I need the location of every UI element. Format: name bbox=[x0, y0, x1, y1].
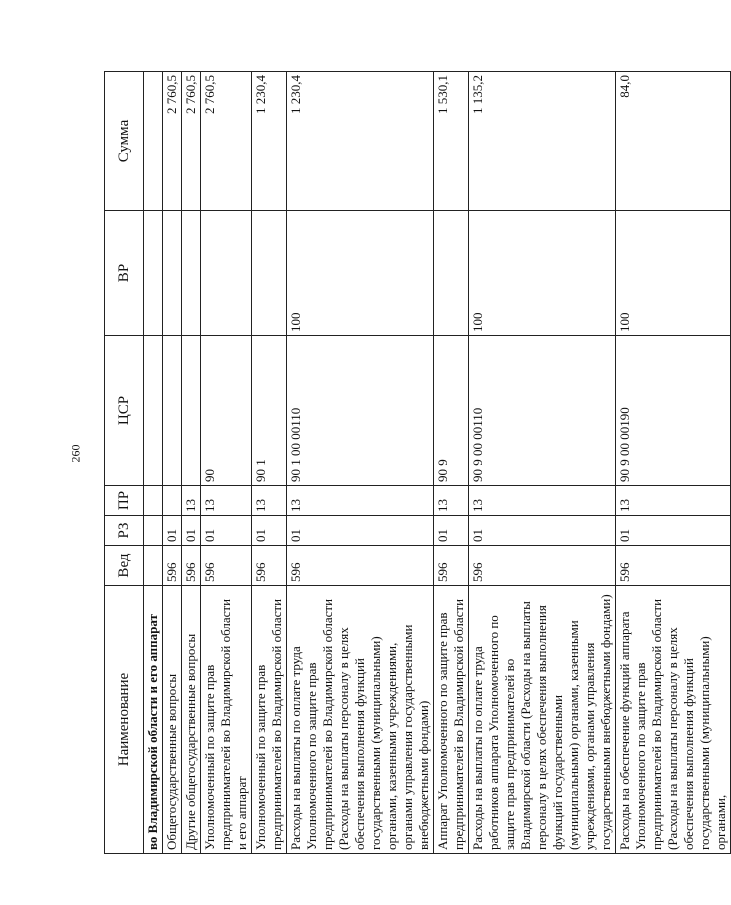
row-rz: 01 bbox=[163, 516, 182, 546]
row-name: Расходы на обеспечение функций аппарата Уполномоченного по защите прав предпринимателей во Владимирской области (Расходы на выплаты персоналу в целях обеспечения выполнения функций государственными (муниципальными) органами, bbox=[616, 586, 731, 854]
table-row bbox=[182, 72, 201, 854]
row-sum bbox=[144, 72, 163, 211]
row-pr: 13 bbox=[287, 486, 434, 516]
row-sum: 1 530,1 bbox=[434, 72, 469, 211]
row-vr: 100 bbox=[616, 211, 731, 336]
row-rz: 01 bbox=[616, 516, 731, 546]
row-name: Расходы на выплаты по оплате труда работников аппарата Уполномоченного по защите прав предпринимателей во Владимирской области (Расходы на выплаты персоналу в целях обеспечения выполнения функций государственными (муниципальными) органами, казенными учреждениями, органами управления государственными внебюджетными фондами) bbox=[469, 586, 616, 854]
row-vr: 100 bbox=[469, 211, 616, 336]
row-ved: 596 bbox=[287, 546, 434, 586]
row-csr: 90 9 00 00190 bbox=[616, 336, 731, 486]
row-ved: 596 bbox=[163, 546, 182, 586]
row-name: Аппарат Уполномоченного по защите прав предпринимателей во Владимирской области bbox=[434, 586, 469, 854]
row-pr: 13 bbox=[434, 486, 469, 516]
header-csr: ЦСР bbox=[105, 336, 144, 486]
row-rz: 01 bbox=[201, 516, 252, 546]
header-rz: РЗ bbox=[105, 516, 144, 546]
row-pr: 13 bbox=[469, 486, 616, 516]
table-row bbox=[144, 72, 163, 854]
row-sum: 1 135,2 bbox=[469, 72, 616, 211]
row-rz: 01 bbox=[182, 516, 201, 546]
row-rz: 01 bbox=[252, 516, 287, 546]
row-ved: 596 bbox=[469, 546, 616, 586]
row-name: Другие общегосударственные вопросы bbox=[182, 586, 201, 854]
row-ved: 596 bbox=[616, 546, 731, 586]
header-ved: Вед bbox=[105, 546, 144, 586]
row-name: Расходы на выплаты по оплате труда Уполномоченного по защите прав предпринимателей во Владимирской области (Расходы на выплаты персоналу в целях обеспечения выполнения функций государственными (муниципальными) органами, казенными учреждениями, органами управления государственными внебюджетными фондами) bbox=[287, 586, 434, 854]
row-pr: 13 bbox=[182, 486, 201, 516]
row-ved: 596 bbox=[252, 546, 287, 586]
row-csr: 90 bbox=[201, 336, 252, 486]
table-row bbox=[469, 72, 616, 854]
header-name: Наименование bbox=[105, 586, 144, 854]
row-vr bbox=[163, 211, 182, 336]
row-ved bbox=[144, 546, 163, 586]
row-name: во Владимирской области и его аппарат bbox=[144, 586, 163, 854]
table-row bbox=[163, 72, 182, 854]
row-vr bbox=[144, 211, 163, 336]
row-pr: 13 bbox=[616, 486, 731, 516]
table-row bbox=[287, 72, 434, 854]
rotated-page-content bbox=[104, 72, 728, 854]
row-sum: 2 760,5 bbox=[201, 72, 252, 211]
table-row bbox=[616, 72, 731, 854]
row-csr: 90 1 00 00110 bbox=[287, 336, 434, 486]
row-ved: 596 bbox=[434, 546, 469, 586]
row-rz: 01 bbox=[469, 516, 616, 546]
row-ved: 596 bbox=[201, 546, 252, 586]
row-name: Уполномоченный по защите прав предпринимателей во Владимирской области bbox=[252, 586, 287, 854]
row-vr bbox=[434, 211, 469, 336]
row-vr bbox=[252, 211, 287, 336]
row-sum: 1 230,4 bbox=[252, 72, 287, 211]
row-pr bbox=[144, 486, 163, 516]
row-csr bbox=[182, 336, 201, 486]
table-row bbox=[252, 72, 287, 854]
row-vr bbox=[201, 211, 252, 336]
row-sum: 2 760,5 bbox=[163, 72, 182, 211]
row-csr bbox=[144, 336, 163, 486]
header-pr: ПР bbox=[105, 486, 144, 516]
row-vr bbox=[182, 211, 201, 336]
row-rz: 01 bbox=[287, 516, 434, 546]
row-pr: 13 bbox=[201, 486, 252, 516]
row-rz: 01 bbox=[434, 516, 469, 546]
row-sum: 84,0 bbox=[616, 72, 731, 211]
table-header-row bbox=[105, 72, 144, 854]
row-ved: 596 bbox=[182, 546, 201, 586]
row-pr: 13 bbox=[252, 486, 287, 516]
row-csr: 90 9 00 00110 bbox=[469, 336, 616, 486]
table-row bbox=[201, 72, 252, 854]
budget-table bbox=[104, 71, 731, 854]
row-sum: 2 760,5 bbox=[182, 72, 201, 211]
row-name: Уполномоченный по защите прав предпринимателей во Владимирской области и его аппарат bbox=[201, 586, 252, 854]
row-sum: 1 230,4 bbox=[287, 72, 434, 211]
row-rz bbox=[144, 516, 163, 546]
row-csr: 90 9 bbox=[434, 336, 469, 486]
row-name: Общегосударственные вопросы bbox=[163, 586, 182, 854]
header-vr: ВР bbox=[105, 211, 144, 336]
row-pr bbox=[163, 486, 182, 516]
row-csr bbox=[163, 336, 182, 486]
row-vr: 100 bbox=[287, 211, 434, 336]
header-sum: Сумма bbox=[105, 72, 144, 211]
row-csr: 90 1 bbox=[252, 336, 287, 486]
table-row bbox=[434, 72, 469, 854]
page-number: 260 bbox=[68, 444, 83, 463]
